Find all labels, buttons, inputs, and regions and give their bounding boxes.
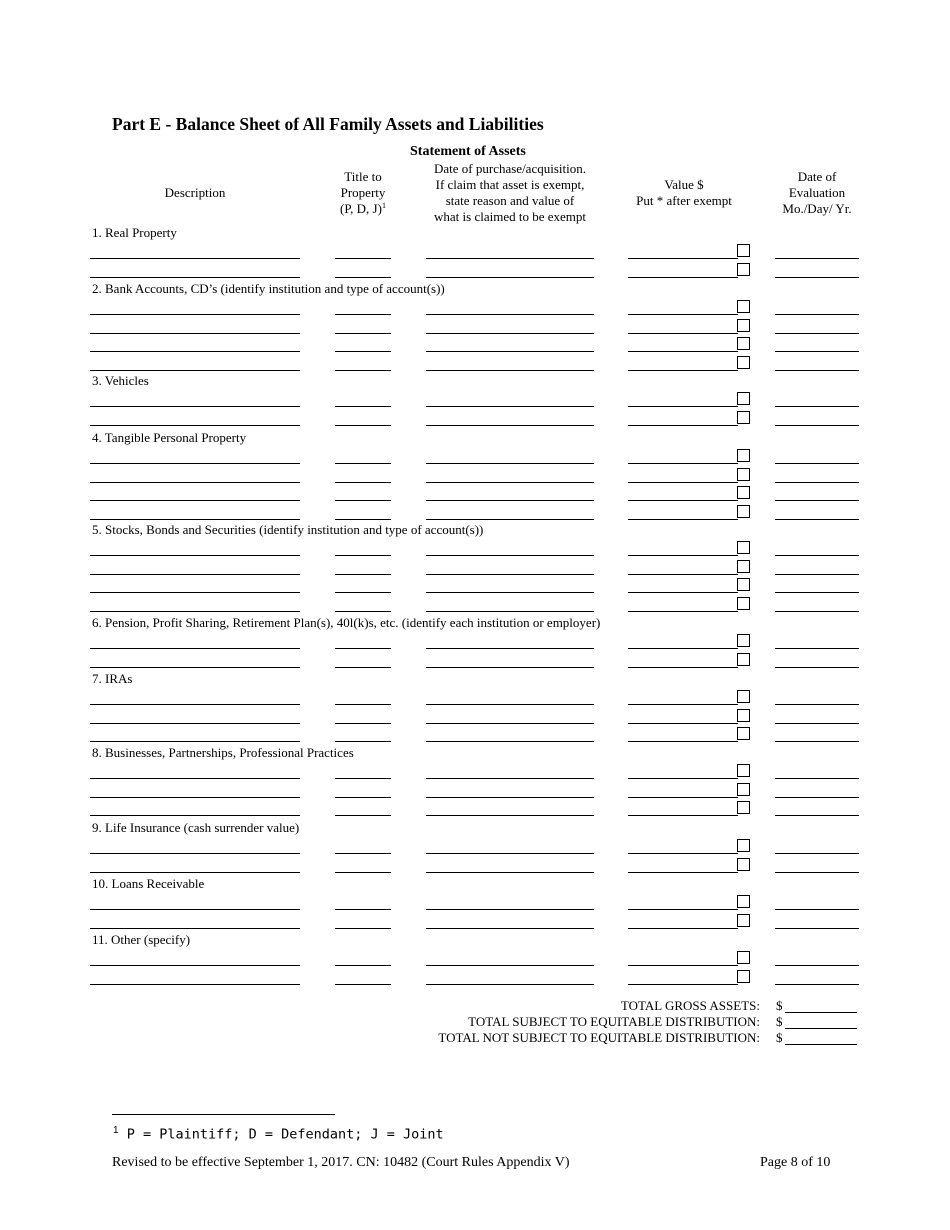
description-line[interactable]	[90, 965, 300, 966]
exempt-checkbox[interactable]	[737, 839, 750, 852]
value-line[interactable]	[628, 741, 738, 742]
section-label: 5. Stocks, Bonds and Securities (identify institution and type of account(s))	[92, 522, 484, 537]
description-line[interactable]	[90, 741, 300, 742]
description-line[interactable]	[90, 928, 300, 929]
description-line[interactable]	[90, 333, 300, 334]
section-label: 8. Businesses, Partnerships, Professional Practices	[92, 745, 354, 760]
date-purchase-line[interactable]	[426, 314, 594, 315]
title-line[interactable]	[335, 333, 391, 334]
date-evaluation-line[interactable]	[775, 519, 859, 520]
description-line[interactable]	[90, 592, 300, 593]
exempt-checkbox[interactable]	[737, 895, 750, 908]
date-purchase-line[interactable]	[426, 853, 594, 854]
section-label: 9. Life Insurance (cash surrender value)	[92, 820, 300, 835]
revision-note: Revised to be effective September 1, 2017. CN: 10482 (Court Rules Appendix V)	[112, 1155, 570, 1170]
exempt-checkbox[interactable]	[737, 634, 750, 647]
exempt-checkbox[interactable]	[737, 764, 750, 777]
exempt-checkbox[interactable]	[737, 319, 750, 332]
date-purchase-line[interactable]	[426, 258, 594, 259]
value-line[interactable]	[628, 370, 738, 371]
footnote-mark: 1	[381, 201, 386, 210]
title-line[interactable]	[335, 574, 391, 575]
title-line[interactable]	[335, 797, 391, 798]
description-line[interactable]	[90, 370, 300, 371]
title-line[interactable]	[335, 853, 391, 854]
value-line[interactable]	[628, 482, 738, 483]
date-evaluation-line[interactable]	[775, 704, 859, 705]
date-evaluation-line[interactable]	[775, 500, 859, 501]
date-evaluation-line[interactable]	[775, 611, 859, 612]
page-title: Part E - Balance Sheet of All Family Assets and Liabilities	[112, 114, 544, 134]
section-label: 6. Pension, Profit Sharing, Retirement Plan(s), 40l(k)s, etc. (identify each institution or employer)	[92, 615, 601, 630]
section-label: 10. Loans Receivable	[92, 876, 205, 891]
total-amount-line[interactable]	[785, 1044, 857, 1045]
date-purchase-line[interactable]	[426, 425, 594, 426]
date-evaluation-line[interactable]	[775, 853, 859, 854]
description-line[interactable]	[90, 406, 300, 407]
value-line[interactable]	[628, 648, 738, 649]
date-purchase-line[interactable]	[426, 984, 594, 985]
title-line[interactable]	[335, 741, 391, 742]
date-purchase-line[interactable]	[426, 648, 594, 649]
total-amount-line[interactable]	[785, 1012, 857, 1013]
date-purchase-line[interactable]	[426, 667, 594, 668]
date-purchase-line[interactable]	[426, 500, 594, 501]
date-evaluation-line[interactable]	[775, 351, 859, 352]
section-label: 3. Vehicles	[92, 373, 149, 388]
title-line[interactable]	[335, 965, 391, 966]
exempt-checkbox[interactable]	[737, 263, 750, 276]
description-line[interactable]	[90, 351, 300, 352]
title-line[interactable]	[335, 500, 391, 501]
total-currency: $	[776, 1014, 783, 1029]
date-evaluation-line[interactable]	[775, 482, 859, 483]
title-line[interactable]	[335, 406, 391, 407]
section-label: 2. Bank Accounts, CD’s (identify institution and type of account(s))	[92, 281, 445, 296]
date-evaluation-line[interactable]	[775, 314, 859, 315]
value-line[interactable]	[628, 463, 738, 464]
exempt-checkbox[interactable]	[737, 300, 750, 313]
value-line[interactable]	[628, 519, 738, 520]
exempt-checkbox[interactable]	[737, 560, 750, 573]
title-line[interactable]	[335, 723, 391, 724]
description-line[interactable]	[90, 723, 300, 724]
value-line[interactable]	[628, 928, 738, 929]
title-line[interactable]	[335, 984, 391, 985]
title-line[interactable]	[335, 482, 391, 483]
value-line[interactable]	[628, 406, 738, 407]
exempt-checkbox[interactable]	[737, 801, 750, 814]
exempt-checkbox[interactable]	[737, 505, 750, 518]
title-line[interactable]	[335, 277, 391, 278]
total-label: TOTAL NOT SUBJECT TO EQUITABLE DISTRIBUTION:	[438, 1030, 760, 1045]
date-evaluation-line[interactable]	[775, 667, 859, 668]
value-line[interactable]	[628, 555, 738, 556]
section-subtitle: Statement of Assets	[410, 144, 526, 159]
date-evaluation-line[interactable]	[775, 872, 859, 873]
page-number: Page 8 of 10	[760, 1155, 831, 1170]
date-evaluation-line[interactable]	[775, 574, 859, 575]
date-evaluation-line[interactable]	[775, 741, 859, 742]
date-evaluation-line[interactable]	[775, 406, 859, 407]
title-line[interactable]	[335, 928, 391, 929]
exempt-checkbox[interactable]	[737, 970, 750, 983]
exempt-checkbox[interactable]	[737, 486, 750, 499]
date-purchase-line[interactable]	[426, 555, 594, 556]
title-line[interactable]	[335, 425, 391, 426]
title-line[interactable]	[335, 611, 391, 612]
title-line[interactable]	[335, 667, 391, 668]
date-evaluation-line[interactable]	[775, 909, 859, 910]
description-line[interactable]	[90, 984, 300, 985]
exempt-checkbox[interactable]	[737, 392, 750, 405]
date-evaluation-line[interactable]	[775, 965, 859, 966]
date-purchase-line[interactable]	[426, 370, 594, 371]
description-line[interactable]	[90, 574, 300, 575]
date-evaluation-line[interactable]	[775, 370, 859, 371]
value-line[interactable]	[628, 333, 738, 334]
date-purchase-line[interactable]	[426, 797, 594, 798]
exempt-checkbox[interactable]	[737, 709, 750, 722]
title-line[interactable]	[335, 519, 391, 520]
section-label: 11. Other (specify)	[92, 932, 191, 947]
footnote-divider	[112, 1114, 335, 1115]
date-evaluation-line[interactable]	[775, 258, 859, 259]
date-purchase-line[interactable]	[426, 463, 594, 464]
date-purchase-line[interactable]	[426, 277, 594, 278]
exempt-checkbox[interactable]	[737, 356, 750, 369]
value-line[interactable]	[628, 778, 738, 779]
description-line[interactable]	[90, 704, 300, 705]
title-line[interactable]	[335, 463, 391, 464]
value-line[interactable]	[628, 277, 738, 278]
exempt-checkbox[interactable]	[737, 411, 750, 424]
exempt-checkbox[interactable]	[737, 690, 750, 703]
footnote-number: 1	[113, 1125, 119, 1136]
value-line[interactable]	[628, 723, 738, 724]
date-purchase-line[interactable]	[426, 592, 594, 593]
description-line[interactable]	[90, 555, 300, 556]
date-evaluation-line[interactable]	[775, 928, 859, 929]
date-purchase-line[interactable]	[426, 351, 594, 352]
value-line[interactable]	[628, 611, 738, 612]
value-line[interactable]	[628, 909, 738, 910]
date-evaluation-line[interactable]	[775, 984, 859, 985]
exempt-checkbox[interactable]	[737, 541, 750, 554]
description-line[interactable]	[90, 611, 300, 612]
exempt-checkbox[interactable]	[737, 653, 750, 666]
description-line[interactable]	[90, 500, 300, 501]
value-line[interactable]	[628, 574, 738, 575]
total-label: TOTAL SUBJECT TO EQUITABLE DISTRIBUTION:	[468, 1014, 760, 1029]
value-line[interactable]	[628, 667, 738, 668]
date-purchase-line[interactable]	[426, 965, 594, 966]
header-value: Value $ Put * after exempt	[636, 177, 732, 208]
date-evaluation-line[interactable]	[775, 555, 859, 556]
date-evaluation-line[interactable]	[775, 592, 859, 593]
date-evaluation-line[interactable]	[775, 778, 859, 779]
total-label: TOTAL GROSS ASSETS:	[620, 998, 760, 1013]
value-line[interactable]	[628, 853, 738, 854]
date-evaluation-line[interactable]	[775, 277, 859, 278]
description-line[interactable]	[90, 277, 300, 278]
header-title-to-property	[322, 169, 404, 217]
title-line[interactable]	[335, 704, 391, 705]
date-evaluation-line[interactable]	[775, 797, 859, 798]
footnote	[113, 1125, 444, 1143]
value-line[interactable]	[628, 258, 738, 259]
description-line[interactable]	[90, 815, 300, 816]
header-date-evaluation: Date of Evaluation Mo./Day/ Yr.	[782, 169, 852, 216]
date-purchase-line[interactable]	[426, 778, 594, 779]
date-purchase-line[interactable]	[426, 333, 594, 334]
date-purchase-line[interactable]	[426, 909, 594, 910]
title-line[interactable]	[335, 258, 391, 259]
description-line[interactable]	[90, 909, 300, 910]
date-purchase-line[interactable]	[426, 741, 594, 742]
date-purchase-line[interactable]	[426, 723, 594, 724]
description-line[interactable]	[90, 853, 300, 854]
total-amount-line[interactable]	[785, 1028, 857, 1029]
title-line[interactable]	[335, 370, 391, 371]
title-line[interactable]	[335, 778, 391, 779]
date-purchase-line[interactable]	[426, 611, 594, 612]
date-purchase-line[interactable]	[426, 574, 594, 575]
value-line[interactable]	[628, 965, 738, 966]
section-label: 7. IRAs	[92, 671, 133, 686]
date-evaluation-line[interactable]	[775, 333, 859, 334]
value-line[interactable]	[628, 815, 738, 816]
description-line[interactable]	[90, 258, 300, 259]
title-line[interactable]	[335, 909, 391, 910]
description-line[interactable]	[90, 797, 300, 798]
date-purchase-line[interactable]	[426, 928, 594, 929]
value-line[interactable]	[628, 351, 738, 352]
description-line[interactable]	[90, 872, 300, 873]
exempt-checkbox[interactable]	[737, 597, 750, 610]
title-line[interactable]	[335, 351, 391, 352]
date-evaluation-line[interactable]	[775, 425, 859, 426]
exempt-checkbox[interactable]	[737, 468, 750, 481]
exempt-checkbox[interactable]	[737, 244, 750, 257]
total-currency: $	[776, 1030, 783, 1045]
exempt-checkbox[interactable]	[737, 337, 750, 350]
section-label: 4. Tangible Personal Property	[92, 430, 247, 445]
value-line[interactable]	[628, 425, 738, 426]
value-line[interactable]	[628, 314, 738, 315]
exempt-checkbox[interactable]	[737, 858, 750, 871]
exempt-checkbox[interactable]	[737, 951, 750, 964]
exempt-checkbox[interactable]	[737, 914, 750, 927]
date-evaluation-line[interactable]	[775, 723, 859, 724]
total-currency: $	[776, 998, 783, 1013]
date-purchase-line[interactable]	[426, 482, 594, 483]
description-line[interactable]	[90, 778, 300, 779]
title-line[interactable]	[335, 872, 391, 873]
date-evaluation-line[interactable]	[775, 463, 859, 464]
date-purchase-line[interactable]	[426, 872, 594, 873]
title-line[interactable]	[335, 648, 391, 649]
value-line[interactable]	[628, 592, 738, 593]
header-description: Description	[164, 185, 226, 200]
exempt-checkbox[interactable]	[737, 727, 750, 740]
description-line[interactable]	[90, 314, 300, 315]
value-line[interactable]	[628, 797, 738, 798]
description-line[interactable]	[90, 519, 300, 520]
value-line[interactable]	[628, 500, 738, 501]
description-line[interactable]	[90, 425, 300, 426]
title-line[interactable]	[335, 314, 391, 315]
exempt-checkbox[interactable]	[737, 783, 750, 796]
title-line[interactable]	[335, 815, 391, 816]
title-line[interactable]	[335, 555, 391, 556]
description-line[interactable]	[90, 482, 300, 483]
title-line[interactable]	[335, 592, 391, 593]
description-line[interactable]	[90, 667, 300, 668]
exempt-checkbox[interactable]	[737, 578, 750, 591]
date-evaluation-line[interactable]	[775, 648, 859, 649]
exempt-checkbox[interactable]	[737, 449, 750, 462]
header-date-purchase: Date of purchase/acquisition. If claim that asset is exempt, state reason and value of what is claimed to be exempt	[434, 161, 586, 224]
date-evaluation-line[interactable]	[775, 815, 859, 816]
footnote-text: P = Plaintiff; D = Defendant; J = Joint	[118, 1126, 444, 1143]
section-label: 1. Real Property	[92, 225, 177, 240]
header-title-to-property-text: Title to Property (P, D, J)	[340, 169, 386, 216]
date-purchase-line[interactable]	[426, 815, 594, 816]
value-line[interactable]	[628, 984, 738, 985]
value-line[interactable]	[628, 704, 738, 705]
date-purchase-line[interactable]	[426, 704, 594, 705]
description-line[interactable]	[90, 463, 300, 464]
description-line[interactable]	[90, 648, 300, 649]
date-purchase-line[interactable]	[426, 406, 594, 407]
value-line[interactable]	[628, 872, 738, 873]
date-purchase-line[interactable]	[426, 519, 594, 520]
